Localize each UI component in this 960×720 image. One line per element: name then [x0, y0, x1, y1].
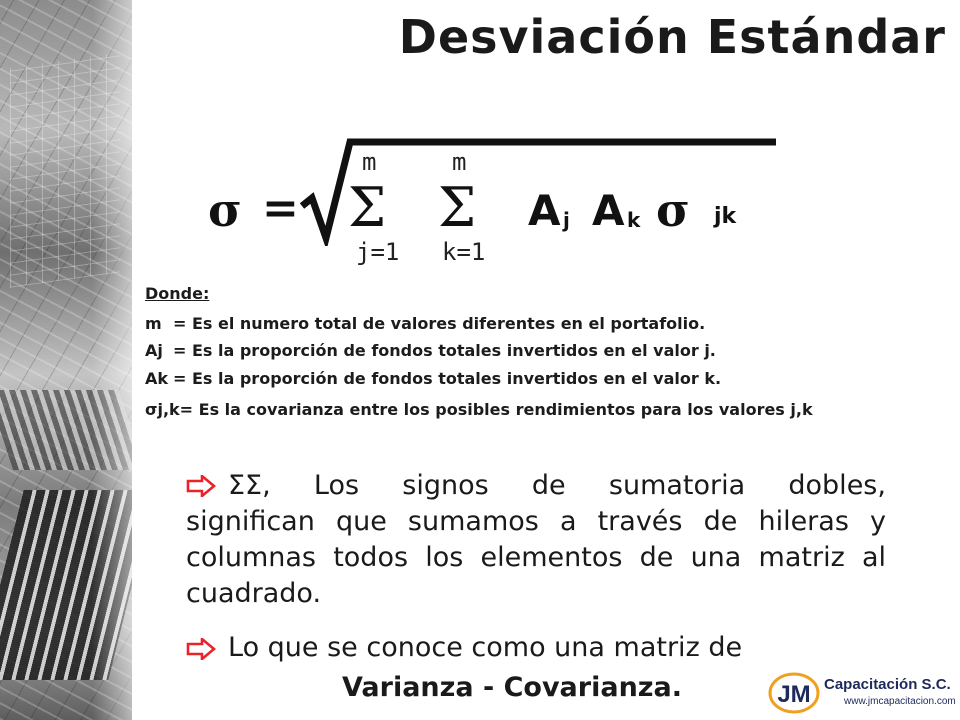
conclusion-text: Varianza - Covarianza. [342, 672, 682, 703]
logo-url: www.jmcapacitacion.com [844, 696, 956, 707]
upper-limit-j: m [362, 148, 377, 176]
definition-key: σj,k [145, 400, 180, 419]
formula [0, 0, 960, 280]
bullet-body-text: significan que sumamos a través de hileras y columnas todos los elementos de una matriz al cuadrado. [186, 506, 886, 609]
summation-j: Σ [348, 176, 387, 239]
definitions-heading: Donde: [145, 284, 210, 303]
definition-key: m [145, 314, 162, 333]
bullet-double-summation [186, 468, 886, 612]
formula-equals: = [262, 183, 299, 234]
bullet-matrix-text: Lo que se conoce como una matriz de [228, 632, 743, 663]
definition-row [145, 314, 705, 333]
definition-text: = Es el numero total de valores diferentes en el portafolio. [173, 314, 706, 333]
term-a-k: A [592, 186, 625, 235]
arrow-right-icon [186, 475, 214, 497]
definition-text: = Es la proporción de fondos totales invertidos en el valor k. [173, 369, 722, 388]
slide-title: Desviación Estándar [398, 10, 946, 64]
logo-mark-text: JM [777, 681, 811, 708]
bullet-sigma-symbol: ΣΣ, [228, 470, 271, 501]
company-logo [768, 672, 954, 716]
subscript-j: j [563, 208, 570, 232]
definition-row [145, 341, 716, 360]
definition-row [145, 400, 813, 419]
bullet-word: dobles, [788, 470, 886, 501]
lower-limit-j: j=1 [356, 238, 400, 266]
definition-text: = Es la proporción de fondos totales invertidos en el valor j. [173, 341, 716, 360]
definition-text: = Es la covarianza entre los posibles rendimientos para los valores j,k [179, 400, 813, 419]
bullet-word: sumatoria [608, 470, 746, 501]
upper-limit-k: m [452, 148, 467, 176]
bullet-word: de [531, 470, 566, 501]
summation-k: Σ [438, 176, 477, 239]
subscript-jk: jk [714, 204, 737, 229]
formula-sigma-covariance: σ [656, 183, 690, 237]
jm-logo-mark [768, 672, 820, 714]
bullet-first-line [186, 468, 886, 504]
logo-company-name: Capacitación S.C. [824, 676, 951, 693]
bullet-word: Los [313, 470, 360, 501]
bullet-arrow-lead [186, 468, 271, 504]
term-a-j: A [528, 186, 561, 235]
formula-sigma: σ [208, 183, 242, 237]
bullet-matrix [186, 630, 886, 666]
lower-limit-k: k=1 [442, 238, 486, 266]
arrow-right-icon [186, 638, 214, 660]
definition-key: Aj [145, 341, 163, 360]
bullet-word: signos [402, 470, 489, 501]
definition-key: Ak [145, 369, 169, 388]
definition-row [145, 369, 721, 388]
subscript-k: k [627, 208, 641, 232]
